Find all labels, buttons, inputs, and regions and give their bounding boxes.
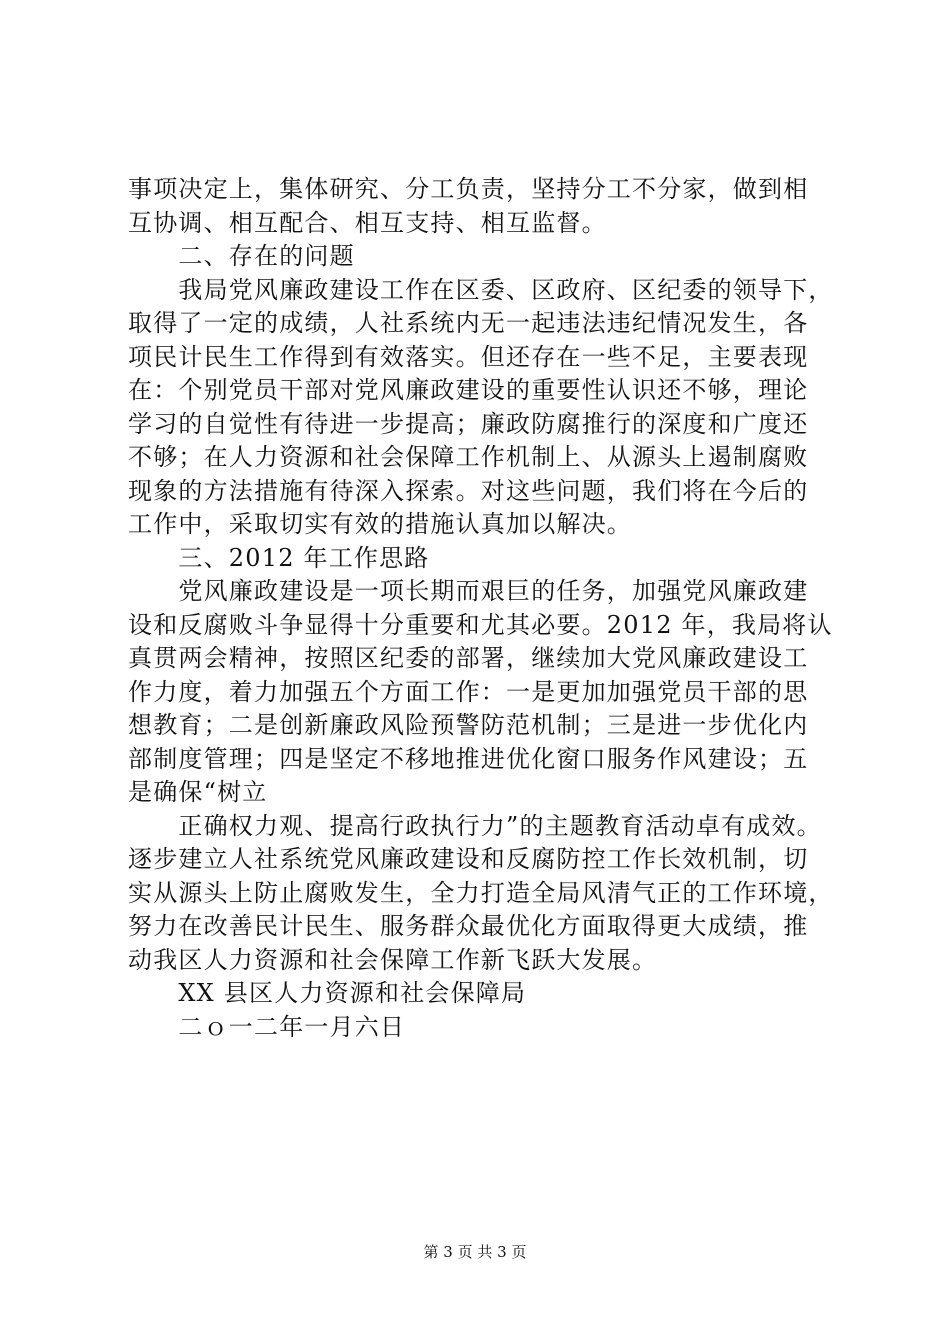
- section-heading: 三、2012 年工作思路: [128, 543, 430, 572]
- text-line: 在：个别党员干部对党风廉政建设的重要性认识还不够，理论: [128, 376, 809, 404]
- text-line: 设和反腐败斗争显得十分重要和尤其必要。2012 年，我局将认: [128, 610, 833, 639]
- text-line: 正确权力观、提高行政执行力”的主题教育活动卓有成效。: [128, 811, 822, 840]
- section-heading: 二、存在的问题: [128, 242, 355, 270]
- text-line: 学习的自觉性有待进一步提高；廉政防腐推行的深度和广度还: [128, 409, 809, 438]
- text-line: 工作中，采取切实有效的措施认真加以解决。: [128, 510, 632, 538]
- text-line: 我局党风廉政建设工作在区委、区政府、区纪委的领导下，: [128, 275, 834, 304]
- text-line: 实从源头上防止腐败发生，全力打造全局风清气正的工作环境，: [128, 878, 834, 907]
- signature-date: 二ｏ一二年一月六日: [128, 1012, 406, 1041]
- text-line: 互协调、相互配合、相互支持、相互监督。: [128, 208, 607, 237]
- text-line: 事项决定上，集体研究、分工负责，坚持分工不分家，做到相: [128, 175, 809, 203]
- page-footer: [0, 1242, 950, 1262]
- document-body: [128, 173, 848, 1044]
- text-line: 取得了一定的成绩，人社系统内无一起违法违纪情况发生，各: [128, 309, 809, 337]
- text-line: 不够；在人力资源和社会保障工作机制上、从源头上遏制腐败: [128, 443, 809, 471]
- signature-organization: XX 县区人力资源和社会保障局: [128, 979, 527, 1007]
- text-line: 动我区人力资源和社会保障工作新飞跃大发展。: [128, 945, 658, 974]
- text-line: 努力在改善民计民生、服务群众最优化方面取得更大成绩，推: [128, 912, 809, 940]
- text-line: 部制度管理；四是坚定不移地推进优化窗口服务作风建设；五: [128, 744, 809, 773]
- text-line: 想教育；二是创新廉政风险预警防范机制；三是进一步优化内: [128, 711, 809, 739]
- text-line: 作力度，着力加强五个方面工作：一是更加加强党员干部的思: [128, 677, 809, 706]
- text-line: 党风廉政建设是一项长期而艰巨的任务，加强党风廉政建: [128, 577, 809, 605]
- text-line: 现象的方法措施有待深入探索。对这些问题，我们将在今后的: [128, 476, 809, 505]
- page-number: 第 3 页 共 3 页: [423, 1243, 527, 1261]
- text-line: 是确保“树立: [128, 778, 268, 806]
- text-line: 项民计民生工作得到有效落实。但还存在一些不足，主要表现: [128, 342, 809, 371]
- text-line: 真贯两会精神，按照区纪委的部署，继续加大党风廉政建设工: [128, 644, 809, 672]
- text-line: 逐步建立人社系统党风廉政建设和反腐防控工作长效机制，切: [128, 845, 809, 873]
